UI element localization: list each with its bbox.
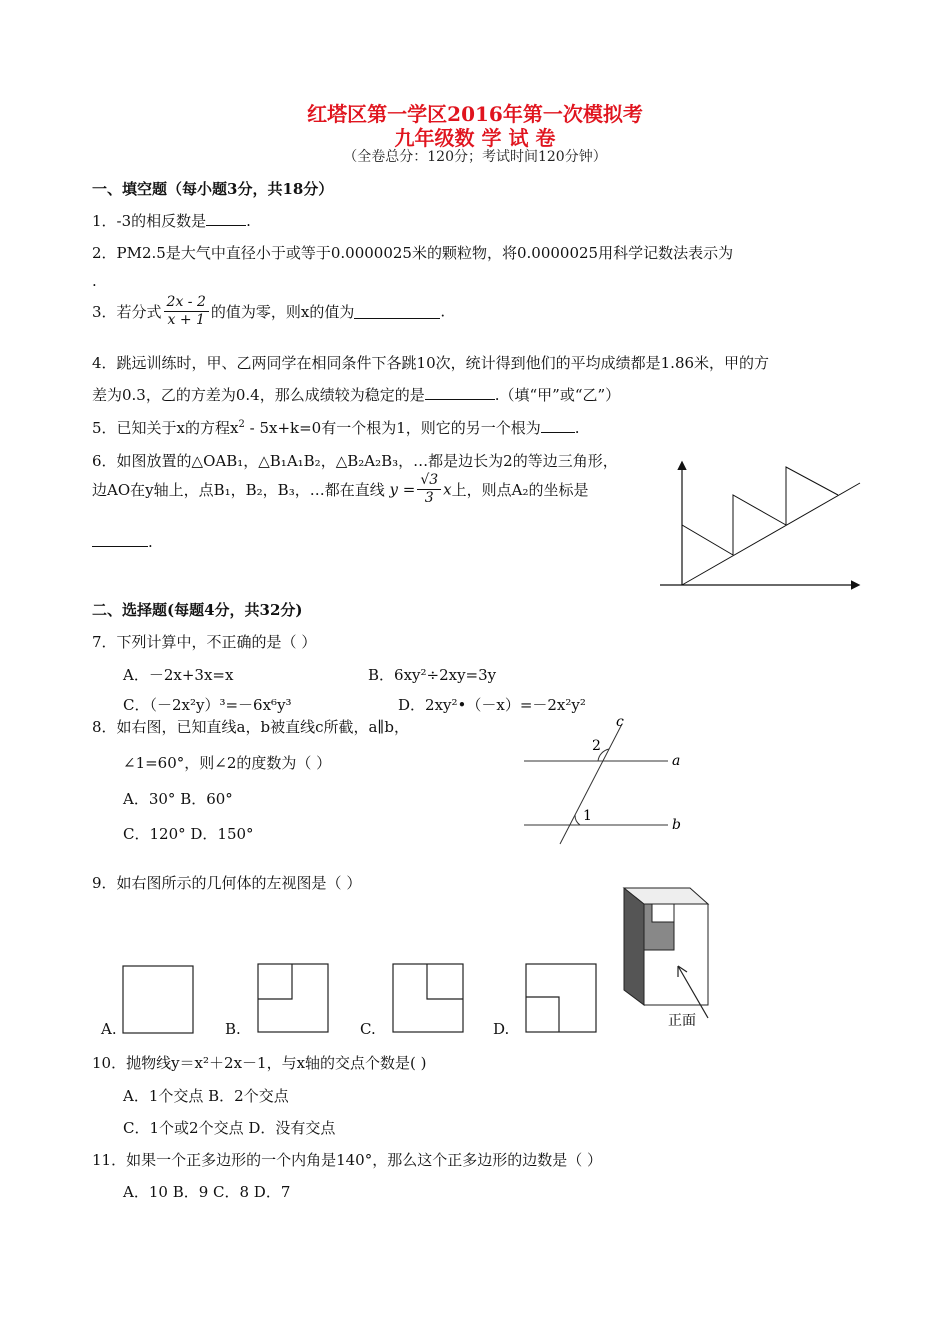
- question-5: [92, 417, 580, 438]
- triangle-OAB1: [682, 525, 733, 585]
- line-y-sqrt3-over-3-x: [682, 483, 860, 585]
- question-2-line2: .: [92, 272, 97, 290]
- question-8-line2: ∠1=60°，则∠2的度数为（ ）: [123, 754, 332, 772]
- q3-numerator: 2x - 2: [164, 294, 209, 312]
- front-label: 正面: [668, 1013, 696, 1029]
- q5-sup: 2: [238, 419, 245, 430]
- solid-notch-inner: [652, 904, 674, 922]
- q1-text: 1．-3的相反数是: [92, 212, 207, 230]
- fig8-label-c: c: [616, 714, 624, 730]
- section1-heading: 一、填空题（每小题3分，共18分）: [92, 180, 334, 198]
- q5-prefix: 5．已知关于x的方程x: [92, 419, 239, 437]
- q5-end: .: [574, 419, 580, 437]
- q7-option-B: B．6xy²÷2xy=3y: [368, 666, 497, 684]
- q3-blank: [354, 304, 440, 319]
- q6-line2-end: 上，则点A₂的坐标是: [451, 481, 589, 499]
- q10-options-CD: C．1个或2个交点 D．没有交点: [123, 1119, 336, 1137]
- q4-line2-end: .（填“甲”或“乙”）: [494, 386, 621, 404]
- question-6-line3: [92, 532, 153, 551]
- triangle-B2A2B3: [786, 467, 838, 525]
- question-9-stem: 9．如右图所示的几何体的左视图是（ ）: [92, 874, 362, 892]
- q6-line2-start: 边AO在y轴上，点B₁，B₂，B₃，…都在直线: [92, 481, 385, 499]
- q6-eq-x: x: [443, 480, 452, 499]
- question-6-line1: 6．如图放置的△OAB₁，△B₁A₁B₂，△B₂A₂B₃，…都是边长为2的等边三角形，: [92, 452, 618, 470]
- q3-fraction: [164, 294, 209, 329]
- triangle-B1A1B2: [733, 495, 786, 555]
- question-8-line1: 8．如右图，已知直线a，b被直线c所截，a∥b，: [92, 718, 409, 736]
- solid-left-face: [624, 888, 644, 1005]
- q9-option-D-label: D.: [493, 1020, 510, 1038]
- line-c: [560, 724, 622, 844]
- q9-option-B-shape: [257, 963, 330, 1035]
- exam-subtitle: （全卷总分：120分；考试时间120分钟）: [343, 149, 607, 165]
- q4-blank: [425, 385, 495, 400]
- q8-options-AB: A．30° B．60°: [123, 790, 233, 808]
- q6-denominator: 3: [424, 490, 434, 506]
- q9-option-A-shape: [122, 965, 195, 1035]
- fig8-label-1: 1: [583, 808, 592, 824]
- q8-options-CD: C．120° D．150°: [123, 825, 254, 843]
- section2-heading: 二、选择题(每题4分，共32分): [92, 601, 303, 619]
- q7-option-C: C．（－2x²y）³=－6x⁶y³: [123, 696, 292, 714]
- q9-solid-figure: [612, 880, 732, 1030]
- question-7-stem: 7．下列计算中，不正确的是（ ）: [92, 633, 317, 651]
- fig8-label-a: a: [672, 753, 681, 769]
- question-4-line2: [92, 384, 620, 405]
- fig8-label-2: 2: [592, 738, 601, 754]
- q3-denominator: x + 1: [167, 312, 205, 328]
- question-3: [92, 294, 445, 329]
- angle-1-arc: [575, 815, 580, 825]
- question-11-stem: 11．如果一个正多边形的一个内角是140°，那么这个正多边形的边数是（ ）: [92, 1151, 602, 1169]
- question-4-line1: 4．跳远训练时，甲、乙两同学在相同条件下各跳10次，统计得到他们的平均成绩都是1.86米，甲的方: [92, 354, 770, 372]
- q4-line2-start: 差为0.3，乙的方差为0.4，那么成绩较为稳定的是: [92, 386, 425, 404]
- q3-prefix: 3．若分式: [92, 303, 162, 321]
- q9-option-C-shape: [392, 963, 465, 1035]
- q6-fraction: [417, 472, 441, 507]
- q3-suffix: 的值为零，则x的值为: [210, 303, 355, 321]
- q6-eq-y: y =: [389, 480, 416, 499]
- q9-option-C-label: C.: [360, 1020, 376, 1038]
- question-10-stem: 10．抛物线y＝x²＋2x－1，与x轴的交点个数是( ): [92, 1054, 427, 1072]
- fig8-label-b: b: [672, 817, 681, 833]
- exam-title-line2: 九年级数 学 试 卷: [394, 126, 556, 150]
- exam-title-line1: 红塔区第一学区2016年第一次模拟考: [307, 102, 643, 126]
- q11-options: A．10 B．9 C．8 D．7: [123, 1183, 291, 1201]
- question-1: [92, 210, 251, 231]
- q7-option-A: A．－2x+3x=x: [123, 666, 234, 684]
- q1-end: .: [246, 212, 251, 230]
- q9-option-B-label: B.: [225, 1020, 241, 1038]
- q7-option-D: D．2xy²•（－x）=－2x²y²: [398, 696, 586, 714]
- q6-blank: [92, 532, 148, 547]
- q10-options-AB: A．1个交点 B．2个交点: [123, 1087, 289, 1105]
- q6-figure: [640, 455, 880, 620]
- q9-option-A-label: A.: [101, 1020, 117, 1038]
- q9-option-D-shape: [525, 963, 598, 1035]
- q8-figure: [520, 712, 700, 847]
- q6-numerator: √3: [417, 472, 441, 490]
- q6-end: .: [148, 533, 153, 551]
- q1-blank: [206, 211, 246, 226]
- question-6-line2: [92, 472, 588, 507]
- q3-end: .: [440, 302, 446, 321]
- q5-blank: [541, 418, 575, 433]
- q5-rest: - 5x+k=0有一个根为1，则它的另一个根为: [244, 419, 541, 437]
- question-2-line1: 2．PM2.5是大气中直径小于或等于0.0000025米的颗粒物，将0.0000025用科学记数法表示为: [92, 244, 734, 262]
